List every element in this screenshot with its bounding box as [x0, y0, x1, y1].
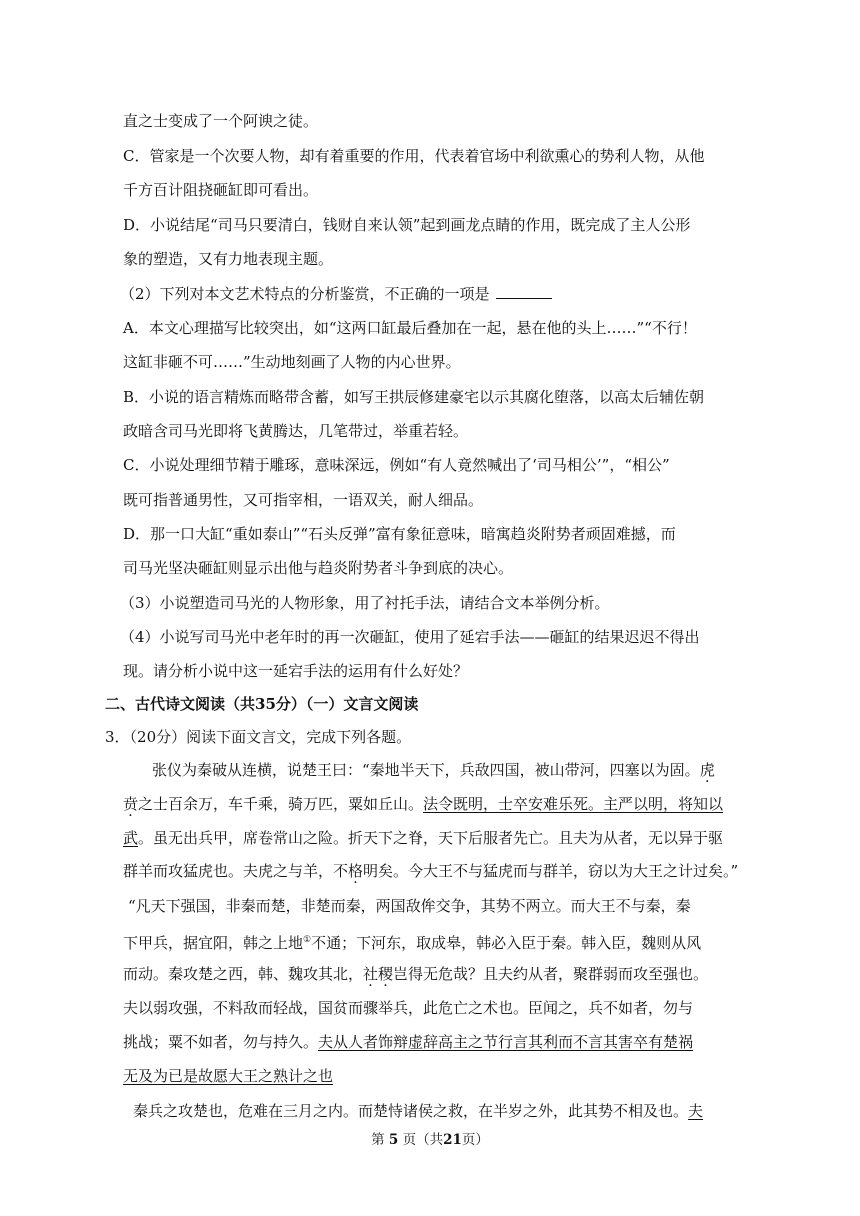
art-option-a-line1: A．本文心理描写比较突出，如“这两口缸最后叠加在一起，悬在他的头上……”“不行！ [123, 319, 697, 337]
question-4-line2: 现。请分析小说中这一延宕手法的运用有什么好处？ [123, 662, 469, 680]
art-option-c-line1: C．小说处理细节精于雕琢，意味深远，例如“有人竟然喊出了‘司马相公’”，“相公” [123, 456, 670, 474]
question-3: （3）小说塑造司马光的人物形象，用了衬托手法，请结合文本举例分析。 [120, 594, 610, 612]
passage-p2-line1: “凡天下强国，非秦而楚，非楚而秦，两国敌侔交争，其势不两立。而大王不与秦，秦 [128, 897, 691, 915]
passage-p2-line5 [123, 1032, 693, 1052]
footer-label: 页） [461, 1132, 489, 1148]
option-c-line2: 千方百计阻挠砸缸即可看出。 [123, 181, 319, 199]
dotted-char: 社 [363, 965, 379, 983]
footer-label: 页（共 [402, 1132, 444, 1148]
passage-text: 岂得无危哉？且夫约从者，聚群弱而攻至强也。 [393, 965, 709, 983]
underlined-sentence: 武 [123, 829, 139, 847]
art-option-b-line2: 政暗含司马光即将飞黄腾达，几笔带过，举重若轻。 [123, 422, 469, 440]
underlined-sentence: 法令既明，士卒安难乐死。主严以明，将知以 [423, 795, 724, 813]
passage-text: 而动。秦攻楚之西，韩、魏攻其北， [123, 965, 364, 983]
passage-text: 之士百余万，车千乘，骑万匹，粟如丘山。 [138, 795, 424, 813]
option-d-line1: D．小说结尾“司马只要清白，钱财自来认领”起到画龙点睛的作用，既完成了主人公形 [123, 216, 691, 234]
page-number: 5 [388, 1132, 399, 1148]
page-footer [0, 1128, 860, 1148]
passage-p1-line1 [152, 760, 715, 780]
passage-text: 挑战；粟不如者，勿与持久。 [123, 1033, 319, 1051]
underlined-sentence: 无及为已是故愿大王之熟计之也 [123, 1067, 334, 1085]
art-option-d-line1: D．那一口大缸“重如泰山”“石头反弹”富有象征意味，暗寓趋炎附势者顽固难撼，而 [123, 525, 676, 543]
question-intro: 3．（20分）阅读下面文言文，完成下列各题。 [105, 728, 412, 746]
passage-p2-line6 [123, 1066, 333, 1086]
passage-text: 群羊而攻猛虎也。夫虎之与羊，不 [123, 862, 349, 880]
underlined-sentence: 夫 [688, 1102, 704, 1120]
passage-p1-line3 [123, 828, 723, 848]
question-2-stem [120, 283, 552, 304]
answer-blank [496, 283, 552, 299]
footnote-marker: ① [303, 935, 312, 945]
passage-p2-line2 [123, 930, 701, 953]
art-option-a-line2: 这缸非砸不可……”生动地刻画了人物的内心世界。 [123, 353, 461, 371]
dotted-char: 贲 [123, 795, 139, 813]
dotted-char: 稷 [378, 965, 394, 983]
art-option-c-line2: 既可指普通男性，又可指宰相，一语双关，耐人细品。 [123, 491, 484, 509]
passage-text: 秦兵之攻楚也，危难在三月之内。而楚恃诸侯之救，在半岁之外，此其势不相及也。 [133, 1102, 689, 1120]
passage-p2-line4: 夫以弱攻强，不料敌而轻战，国贫而骤举兵，此危亡之术也。臣闻之，兵不如者，勿与 [123, 999, 694, 1017]
art-option-d-line2: 司马光坚决砸缸则显示出他与趋炎附势者斗争到底的决心。 [123, 559, 514, 577]
underlined-sentence: 夫从人者饰辩虚辞高主之节行言其利而不言其害卒有楚祸 [318, 1033, 694, 1051]
passage-text: 张仪为秦破从连横，说楚王曰：“秦地半天下，兵敌四国，被山带河，四塞以为固。 [152, 761, 700, 779]
passage-text: 。虽无出兵甲，席卷常山之险。折天下之脊，天下后服者先亡。且夫为从者，无以异于驱 [138, 829, 724, 847]
question-2-stem-text: （2）下列对本文艺术特点的分析鉴赏，不正确的一项是 [120, 285, 490, 303]
passage-p3-line1 [133, 1101, 703, 1121]
dotted-char: 格 [348, 862, 364, 880]
dotted-char: 虎 [699, 761, 715, 779]
footer-label: 第 [371, 1132, 385, 1148]
option-d-line2: 象的塑造，又有力地表现主题。 [123, 250, 334, 268]
passage-text: 明矣。今大王不与猛虎而与群羊，窃以为大王之计过矣。” [363, 862, 739, 880]
passage-p2-line3 [123, 964, 708, 984]
passage-text: 下甲兵，据宜阳，韩之上地 [123, 934, 304, 952]
section-title: 二、古代诗文阅读（共35分）（一）文言文阅读 [105, 695, 419, 713]
passage-p1-line2 [123, 794, 723, 814]
passage-text: 不通；下河东，取成皋，韩必入臣于秦。韩入臣，魏则从风 [311, 934, 702, 952]
question-4-line1: （4）小说写司马光中老年时的再一次砸缸，使用了延宕手法——砸缸的结果迟迟不得出 [120, 628, 700, 646]
total-pages: 21 [443, 1132, 462, 1148]
option-b-end: 直之士变成了一个阿谀之徒。 [123, 112, 319, 130]
option-c-line1: C．管家是一个次要人物，却有着重要的作用，代表着官场中利欲熏心的势利人物，从他 [123, 147, 705, 165]
passage-p1-line4 [123, 861, 738, 881]
art-option-b-line1: B．小说的语言精炼而略带含蓄，如写王拱辰修建豪宅以示其腐化堕落，以高太后辅佐朝 [123, 388, 705, 406]
